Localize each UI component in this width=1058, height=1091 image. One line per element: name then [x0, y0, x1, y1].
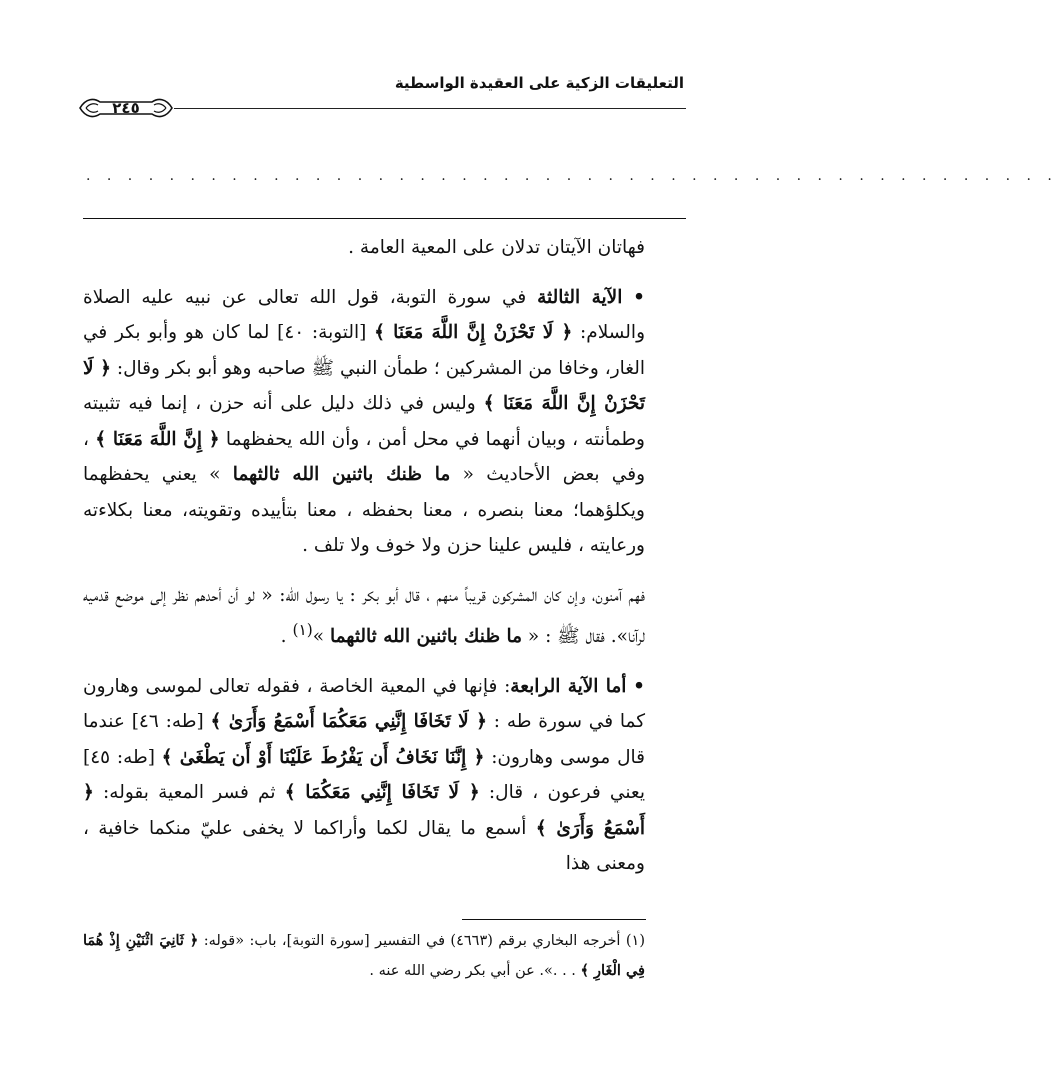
- hadith-quote: ما ظنك باثنين الله ثالثهما: [329, 626, 523, 648]
- page-number-ornament: [78, 96, 174, 120]
- bullet-icon: •: [633, 675, 645, 697]
- paragraph-2: [83, 280, 645, 564]
- paragraph-1: [83, 230, 645, 266]
- main-text: [83, 230, 645, 882]
- p2-text-3: وليس في ذلك دليل على أنه حزن ، إنما فيه تثبيته وطمأنته ، وبيان أنهما في محل أمن ، وأن الله يحفظهما: [83, 393, 645, 450]
- footnote-1: [83, 926, 645, 986]
- paragraph-4: [83, 669, 645, 882]
- heading-third-verse: الآية الثالثة: [537, 286, 623, 308]
- bullet-icon: •: [633, 286, 645, 308]
- paragraph-1-text: فهاتان الآيتان تدلان على المعية العامة .: [348, 237, 645, 258]
- p2-text-1: في سورة التوبة، قول الله تعالى عن نبيه عليه الصلاة والسلام:: [83, 286, 645, 343]
- separator-rule: [83, 218, 686, 219]
- p4-text-2: [طه: ٤٦] عندما قال موسى وهارون:: [83, 711, 645, 768]
- p3-text-1: فهم آمنون، وإن كان المشركون قريباً منهم ، قال أبو بكر : يا رسول الله: « لو أن أحدهم نظر إلى موضع قدميه لرآنا». فقال ﷺ : «: [83, 584, 645, 648]
- quran-verse: ﴿ لَا تَحْزَنْ إِنَّ اللَّهَ مَعَنَا ﴾: [374, 322, 573, 343]
- p4-text-3: [طه: ٤٥] يعني فرعون ، قال:: [83, 746, 645, 804]
- quran-verse: ﴿ أَسْمَعُ وَأَرَىٰ ﴾: [83, 782, 645, 839]
- p3-text-3: .: [280, 626, 293, 648]
- dotted-separator: . . . . . . . . . . . . . . . . . . . . . . . . . . . . . . . . . . . . . . . . . . . . . . .: [86, 168, 1058, 184]
- p2-text-5: » يعني يحفظهما ويكلؤهما؛ معنا بنصره ، معنا بحفظه ، معنا بتأييده وتقويته، معنا بكلاءته ورعايته ، فليس علينا حزن ولا خوف ولا تلف .: [83, 464, 645, 556]
- p3-text-2: »: [312, 626, 330, 648]
- p4-text-4: ثم فسر المعية بقوله:: [93, 782, 285, 804]
- p2-text-4: ، وفي بعض الأحاديث «: [83, 428, 645, 485]
- footnotes: [83, 926, 645, 986]
- quran-verse: ﴿ إِنَّنَا نَخَافُ أَن يَفْرُطَ عَلَيْنَا أَوْ أَن يَطْغَىٰ ﴾: [161, 746, 485, 768]
- quran-verse: ﴿ ثَانِيَ اثْنَيْنِ إِذْ هُمَا فِي الْغَارِ ﴾: [83, 932, 645, 979]
- heading-fourth-verse: أما الآية الرابعة: [510, 675, 627, 697]
- paragraph-3: [83, 578, 645, 655]
- footnote-text-1: (١) أخرجه البخاري برقم (٤٦٦٣) في التفسير [سورة التوبة]، باب: «قوله:: [198, 933, 645, 949]
- footnote-text-2: . . .». عن أبي بكر رضي الله عنه .: [369, 963, 581, 979]
- p2-text-2: [التوبة: ٤٠] لما كان هو وأبو بكر في الغار، وخافا من المشركين ؛ طمأن النبي ﷺ صاحبه وهو أبو بكر وقال:: [83, 322, 645, 379]
- quran-verse: ﴿ لَا تَخَافَا إِنَّنِي مَعَكُمَا أَسْمَعُ وَأَرَىٰ ﴾: [210, 711, 487, 733]
- running-title: التعليقات الزكية على العقيدة الواسطية: [394, 74, 684, 92]
- p4-text-1: : فإنها في المعية الخاصة ، فقوله تعالى لموسى وهارون كما في سورة طه :: [83, 675, 645, 733]
- quran-verse: ﴿ إِنَّ اللَّهَ مَعَنَا ﴾: [95, 428, 220, 450]
- hadith-quote: ما ظنك باثنين الله ثالثهما: [232, 464, 451, 485]
- footnote-ref[interactable]: (١): [292, 621, 313, 639]
- quran-verse: ﴿ لَا تَحْزَنْ إِنَّ اللَّهَ مَعَنَا ﴾: [83, 357, 645, 414]
- footnote-rule: [462, 919, 646, 920]
- page-number: ٢٤٥: [112, 99, 140, 117]
- quran-verse: ﴿ لَا تَخَافَا إِنَّنِي مَعَكُمَا ﴾: [284, 782, 480, 804]
- p4-text-5: أسمع ما يقال لكما وأراكما لا يخفى عليّ منكما خافية ، ومعنى هذا: [83, 817, 645, 875]
